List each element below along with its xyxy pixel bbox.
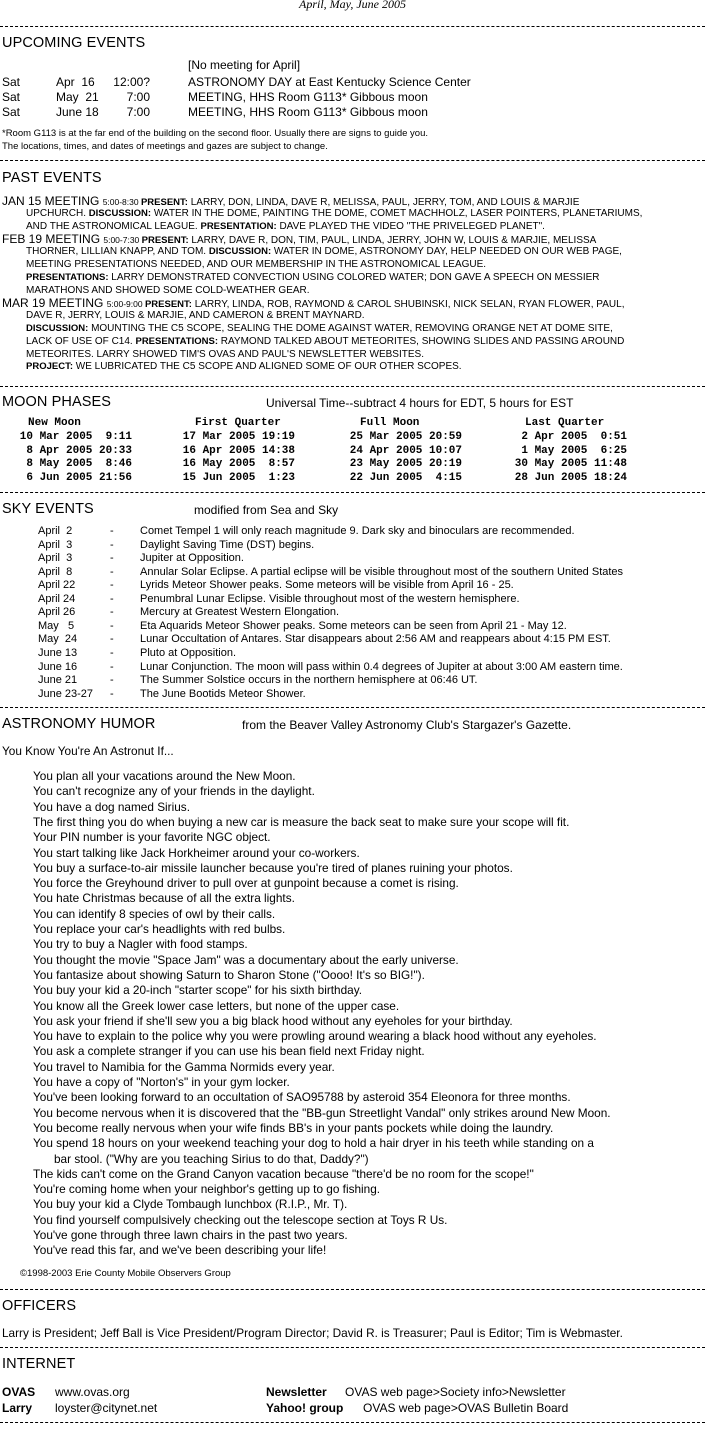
sky-note: modified from Sea and Sky — [194, 503, 339, 517]
section-divider — [0, 1422, 705, 1423]
past-event-text: UPCHURCH. — [26, 207, 89, 219]
sky-event-description: Mercury at Greatest Western Elongation. — [140, 606, 340, 619]
sky-event-date: April 2 — [38, 525, 73, 537]
upcoming-date: Apr 16 — [56, 75, 95, 89]
upcoming-date: May 21 — [56, 90, 99, 104]
sky-event-description: Daylight Saving Time (DST) begins. — [140, 538, 315, 551]
sky-event-dash: - — [110, 538, 114, 551]
past-event-text: DAVE PLAYED THE VIDEO "THE PRIVELEGED PLANET". — [276, 220, 545, 232]
humor-line: You buy your kid a Clyde Tombaugh lunchbox (R.I.P., Mr. T). — [33, 1197, 348, 1212]
humor-line: You spend 18 hours on your weekend teaching your dog to hold a hair dryer in his teeth while standing on a — [33, 1136, 594, 1151]
upcoming-day: Sat — [2, 105, 21, 119]
sky-event-dash: - — [110, 565, 114, 578]
moon-phase-header: Last Quarter — [525, 417, 605, 429]
upcoming-description: ASTRONOMY DAY at East Kentucky Science Center — [188, 75, 471, 89]
sky-event-description: The Summer Solstice occurs in the northern hemisphere at 06:46 UT. — [140, 674, 478, 687]
humor-line: You've gone through three lawn chairs in the past two years. — [33, 1228, 348, 1242]
moon-phase-entry: 22 Jun 2005 4:15 — [349, 471, 462, 484]
upcoming-description: MEETING, HHS Room G113* Gibbous moon — [188, 90, 428, 104]
moon-phase-header: First Quarter — [195, 417, 281, 429]
moon-phase-entry: 23 May 2005 20:19 — [349, 458, 462, 471]
humor-line: You ask your friend if she'll sew you a big black hood without any eyeholes for your birthday. — [33, 1013, 513, 1028]
upcoming-time: 7:00 — [126, 105, 150, 119]
section-divider — [0, 386, 705, 387]
humor-line: Your PIN number is your favorite NGC object. — [33, 830, 271, 845]
sky-event-date: June 21 — [38, 674, 78, 687]
humor-source-note: from the Beaver Valley Astronomy Club's Stargazer's Gazette. — [242, 718, 572, 732]
past-event-line — [26, 221, 545, 234]
humor-line: You become really nervous when your wife finds BB's in your pants pockets while doing the laundry. — [33, 1120, 554, 1135]
humor-line: You can't recognize any of your friends in the daylight. — [33, 784, 315, 799]
humor-line: You become nervous when it is discovered that the "BB-gun Streetlight Vandal" only strikes around New Moon. — [33, 1105, 611, 1120]
past-event-text: LARRY, DON, LINDA, DAVE R, MELISSA, PAUL, JERRY, TOM, AND LOUIS & MARJIE — [187, 197, 580, 208]
past-event-text: LARRY DEMONSTRATED CONVECTION USING COLORED WATER; DON GAVE A SPEECH ON MESSIER — [108, 271, 600, 283]
section-title-humor: ASTRONOMY HUMOR — [2, 716, 156, 732]
moon-phase-entry: 2 Apr 2005 0:51 — [521, 431, 627, 443]
moon-phase-entry: 8 Apr 2005 20:33 — [26, 444, 132, 457]
sky-event-date: June 16 — [38, 660, 78, 673]
sky-event-date: May 24 — [38, 633, 78, 646]
past-event-label: PRESENT: — [141, 235, 189, 247]
moon-phase-entry: 6 Jun 2005 21:56 — [26, 471, 132, 484]
sky-event-date: June 13 — [38, 646, 78, 659]
sky-event-description: Comet Tempel 1 will only reach magnitude 9. Dark sky and binoculars are recommended. — [140, 525, 575, 537]
moon-phase-entry: 24 Apr 2005 10:07 — [349, 444, 462, 457]
humor-line: You replace your car's headlights with red bulbs. — [33, 922, 286, 936]
past-event-text: MEETING PRESENTATIONS NEEDED, AND OUR MEMBERSHIP IN THE ASTRONOMICAL LEAGUE. — [26, 259, 487, 270]
sky-event-date: May 5 — [38, 619, 75, 632]
officers-text: Larry is President; Jeff Ball is Vice President/Program Director; David R. is Treasurer; Paul is Editor; Tim is Webmaster. — [2, 1326, 623, 1340]
moon-phase-entry: 16 Apr 2005 14:38 — [182, 444, 295, 457]
moon-phase-entry: 1 May 2005 6:25 — [521, 444, 627, 457]
sky-event-dash: - — [110, 660, 114, 673]
internet-key: OVAS — [2, 1385, 36, 1399]
past-event-text: 5:00-9:00 — [106, 299, 145, 310]
past-event-text: RAYMOND TALKED ABOUT METEORITES, SHOWING SLIDES AND PASSING AROUND — [218, 335, 625, 347]
humor-line: The kids can't come on the Grand Canyon vacation because "there'd be no room for the scope!" — [33, 1166, 534, 1181]
humor-line: You hate Christmas because of all the extra lights. — [33, 891, 295, 906]
past-event-label: PRESENT: — [140, 197, 188, 208]
humor-line: You can identify 8 species of owl by their calls. — [33, 906, 276, 921]
humor-line: You force the Greyhound driver to pull over at gunpoint because a comet is rising. — [33, 876, 459, 891]
upcoming-day: Sat — [2, 75, 21, 89]
humor-line: You plan all your vacations around the New Moon. — [33, 769, 296, 783]
section-title-past: PAST EVENTS — [2, 170, 102, 186]
past-event-label: PRESENTATION: — [200, 220, 277, 232]
humor-line: You fantasize about showing Saturn to Sharon Stone ("Oooo! It's so BIG!"). — [33, 967, 425, 982]
sky-event-description: Jupiter at Opposition. — [140, 552, 244, 565]
past-event-text: DAVE R, JERRY, LOUIS & MARJIE, AND CAMERON & BRENT MAYNARD. — [26, 310, 365, 322]
past-event-text: THORNER, LILLIAN KNAPP, AND TOM. — [26, 246, 209, 258]
internet-key: Yahoo! group — [266, 1401, 344, 1415]
humor-line: You have a copy of "Norton's" in your gym locker. — [33, 1075, 290, 1089]
sky-event-dash: - — [110, 633, 114, 646]
moon-phase-header: New Moon — [28, 417, 81, 429]
humor-line: You try to buy a Nagler with food stamps. — [33, 937, 248, 952]
sky-event-description: Lunar Conjunction. The moon will pass within 0.4 degrees of Jupiter at about 3:00 AM eastern time. — [140, 660, 623, 673]
past-event-text: 5:00-7:30 — [103, 235, 142, 246]
sky-event-date: April 22 — [38, 579, 76, 592]
past-event-text: LARRY, LINDA, ROB, RAYMOND & CAROL SHUBINSKI, NICK SELAN, RYAN FLOWER, PAUL, — [191, 299, 625, 311]
internet-value: www.ovas.org — [55, 1385, 130, 1399]
humor-line: You've read this far, and we've been describing your life! — [33, 1243, 327, 1258]
humor-line: You thought the movie "Space Jam" was a documentary about the early universe. — [33, 952, 459, 967]
section-title-sky: SKY EVENTS — [2, 501, 94, 517]
past-event-line — [26, 310, 365, 323]
past-event-text: JAN 15 MEETING — [2, 194, 103, 208]
section-title-upcoming: UPCOMING EVENTS — [2, 35, 146, 51]
upcoming-note: [No meeting for April] — [188, 58, 301, 72]
past-event-label: DISCUSSION: — [208, 246, 272, 258]
sky-event-dash: - — [110, 579, 114, 592]
sky-event-dash: - — [110, 687, 114, 700]
section-divider — [0, 1347, 705, 1348]
internet-key: Newsletter — [266, 1385, 327, 1399]
section-title-officers: OFFICERS — [2, 1298, 77, 1314]
past-event-text: WATER IN DOME, ASTRONOMY DAY, HELP NEEDED ON OUR WEB PAGE, — [271, 246, 622, 258]
moon-phase-entry: 28 Jun 2005 18:24 — [514, 471, 627, 484]
humor-line: You've been looking forward to an occultation of SAO95788 by asteroid 354 Eleonora for three months. — [33, 1090, 571, 1105]
moon-phase-header: Full Moon — [360, 417, 420, 429]
upcoming-day: Sat — [2, 90, 21, 104]
humor-line: You start talking like Jack Horkheimer around your co-workers. — [33, 845, 360, 860]
sky-event-date: April 24 — [38, 592, 76, 605]
moon-phase-entry: 15 Jun 2005 1:23 — [182, 471, 295, 484]
sky-event-description: Annular Solar Eclipse. A partial eclipse will be visible throughout most of the southern United States — [140, 565, 624, 578]
moon-phase-entry: 17 Mar 2005 19:19 — [182, 431, 295, 443]
internet-key: Larry — [2, 1401, 33, 1415]
sky-event-date: April 8 — [38, 565, 73, 578]
section-divider — [0, 160, 705, 161]
past-event-line — [26, 323, 613, 336]
past-event-text: LACK OF USE OF C14. — [26, 335, 136, 347]
section-divider — [0, 1289, 705, 1290]
copyright-note: ©1998-2003 Erie County Mobile Observers Group — [20, 1268, 231, 1279]
sky-event-description: Pluto at Opposition. — [140, 646, 237, 659]
sky-event-dash: - — [110, 619, 114, 632]
sky-event-description: Lyrids Meteor Shower peaks. Some meteors will be visible from April 16 - 25. — [140, 579, 514, 592]
upcoming-time: 12:00? — [113, 75, 150, 89]
sky-event-date: June 23-27 — [38, 687, 94, 700]
past-event-line — [26, 272, 600, 285]
sky-event-description: Eta Aquarids Meteor Shower peaks. Some meteors can be seen from April 21 - May 12. — [140, 619, 567, 632]
humor-line: You're coming home when your neighbor's getting up to go fishing. — [33, 1182, 381, 1197]
past-event-label: PRESENTATIONS: — [26, 271, 109, 283]
moon-phase-entry: 16 May 2005 8:57 — [182, 458, 295, 471]
past-event-text: WATER IN THE DOME, PAINTING THE DOME, COMET MACHHOLZ, LASER POINTERS, PLANETARIUMS, — [151, 207, 643, 219]
humor-intro: You Know You're An Astronut If... — [2, 744, 174, 758]
past-event-text: MARATHONS AND SHOWED SOME COLD-WEATHER GEAR. — [26, 284, 310, 296]
humor-line: You buy your kid a 20-inch "starter scope" for his sixth birthday. — [33, 983, 363, 998]
past-event-text: MOUNTING THE C5 SCOPE, SEALING THE DOME AGAINST WATER, REMOVING ORANGE NET AT DOME SITE, — [88, 323, 613, 334]
humor-line: You travel to Namibia for the Gamma Normids every year. — [33, 1059, 335, 1074]
sky-event-description: The June Bootids Meteor Shower. — [140, 687, 306, 700]
section-title-moon: MOON PHASES — [2, 394, 112, 410]
moon-phase-entry: 10 Mar 2005 9:11 — [19, 431, 132, 443]
sky-event-dash: - — [110, 525, 114, 537]
past-event-label: PRESENT: — [144, 299, 192, 311]
section-title-internet: INTERNET — [2, 1356, 76, 1372]
sky-event-dash: - — [110, 606, 114, 619]
humor-line: You have a dog named Sirius. — [33, 799, 190, 814]
past-event-label: DISCUSSION: — [88, 207, 152, 219]
past-event-text: AND THE ASTRONOMICAL LEAGUE. — [26, 220, 201, 232]
upcoming-footnote: *Room G113 is at the far end of the building on the second floor. Usually there are signs to guide you. — [2, 128, 429, 139]
past-event-text: MAR 19 MEETING — [2, 296, 107, 311]
humor-line: You buy a surface-to-air missile launcher because you're tired of planes ruining your photos. — [33, 860, 513, 875]
past-event-text: 5:00-8:30 — [102, 197, 141, 207]
past-event-line — [26, 361, 462, 374]
internet-value: OVAS web page>OVAS Bulletin Board — [363, 1401, 569, 1415]
sky-event-dash: - — [110, 674, 114, 687]
humor-line: You have to explain to the police why you were prowling around wearing a black hood without any eyeholes. — [33, 1029, 597, 1044]
section-divider — [0, 492, 705, 493]
newsletter-date-header: April, May, June 2005 — [299, 0, 406, 11]
moon-phase-entry: 30 May 2005 11:48 — [514, 458, 627, 471]
humor-line: You ask a complete stranger if you can use his bean field next Friday night. — [33, 1044, 425, 1059]
past-event-line — [26, 336, 624, 349]
sky-event-dash: - — [110, 646, 114, 659]
past-event-line — [26, 285, 310, 298]
moon-phase-entry: 8 May 2005 8:46 — [26, 458, 132, 471]
upcoming-time: 7:00 — [126, 90, 150, 104]
humor-line: bar stool. ("Why are you teaching Sirius to do that, Daddy?") — [54, 1151, 369, 1166]
humor-line: The first thing you do when buying a new car is measure the back seat to make sure your scope will fit. — [33, 814, 570, 829]
past-event-label: DISCUSSION: — [26, 323, 89, 334]
upcoming-date: June 18 — [56, 105, 99, 119]
sky-event-date: April 3 — [38, 538, 73, 551]
sky-event-description: Lunar Occultation of Antares. Star disappears about 2:56 AM and reappears about 4:15 PM EST. — [140, 633, 611, 646]
internet-value: OVAS web page>Society info>Newsletter — [345, 1385, 566, 1399]
past-event-text: LARRY, DAVE R, DON, TIM, PAUL, LINDA, JERRY, JOHN W, LOUIS & MARJIE, MELISSA — [188, 235, 597, 247]
past-event-line — [26, 349, 424, 362]
past-event-label: PRESENTATIONS: — [135, 335, 218, 347]
moon-phase-entry: 25 Mar 2005 20:59 — [349, 431, 462, 443]
past-event-text: METEORITES. LARRY SHOWED TIM'S OVAS AND PAUL'S NEWSLETTER WEBSITES. — [26, 348, 424, 360]
sky-event-description: Penumbral Lunar Eclipse. Visible throughout most of the western hemisphere. — [140, 592, 520, 605]
past-event-line — [26, 259, 486, 272]
section-divider — [0, 26, 705, 27]
past-event-line — [26, 246, 622, 259]
upcoming-footnote: The locations, times, and dates of meetings and gazes are subject to change. — [2, 141, 328, 152]
moon-note: Universal Time--subtract 4 hours for EDT, 5 hours for EST — [266, 396, 574, 410]
humor-line: You find yourself compulsively checking out the telescope section at Toys R Us. — [33, 1212, 448, 1227]
past-event-text: FEB 19 MEETING — [2, 232, 104, 247]
internet-value: loyster@citynet.net — [55, 1401, 158, 1415]
section-divider — [0, 707, 705, 708]
humor-line: You know all the Greek lower case letters, but none of the upper case. — [33, 998, 400, 1013]
past-event-text: WE LUBRICATED THE C5 SCOPE AND ALIGNED SOME OF OUR OTHER SCOPES. — [72, 361, 462, 373]
past-event-label: PROJECT: — [26, 361, 73, 373]
sky-event-date: April 26 — [38, 606, 76, 619]
sky-event-date: April 3 — [38, 552, 73, 565]
sky-event-dash: - — [110, 592, 114, 605]
past-event-line — [26, 208, 642, 221]
upcoming-description: MEETING, HHS Room G113* Gibbous moon — [188, 105, 428, 119]
sky-event-dash: - — [110, 552, 114, 565]
